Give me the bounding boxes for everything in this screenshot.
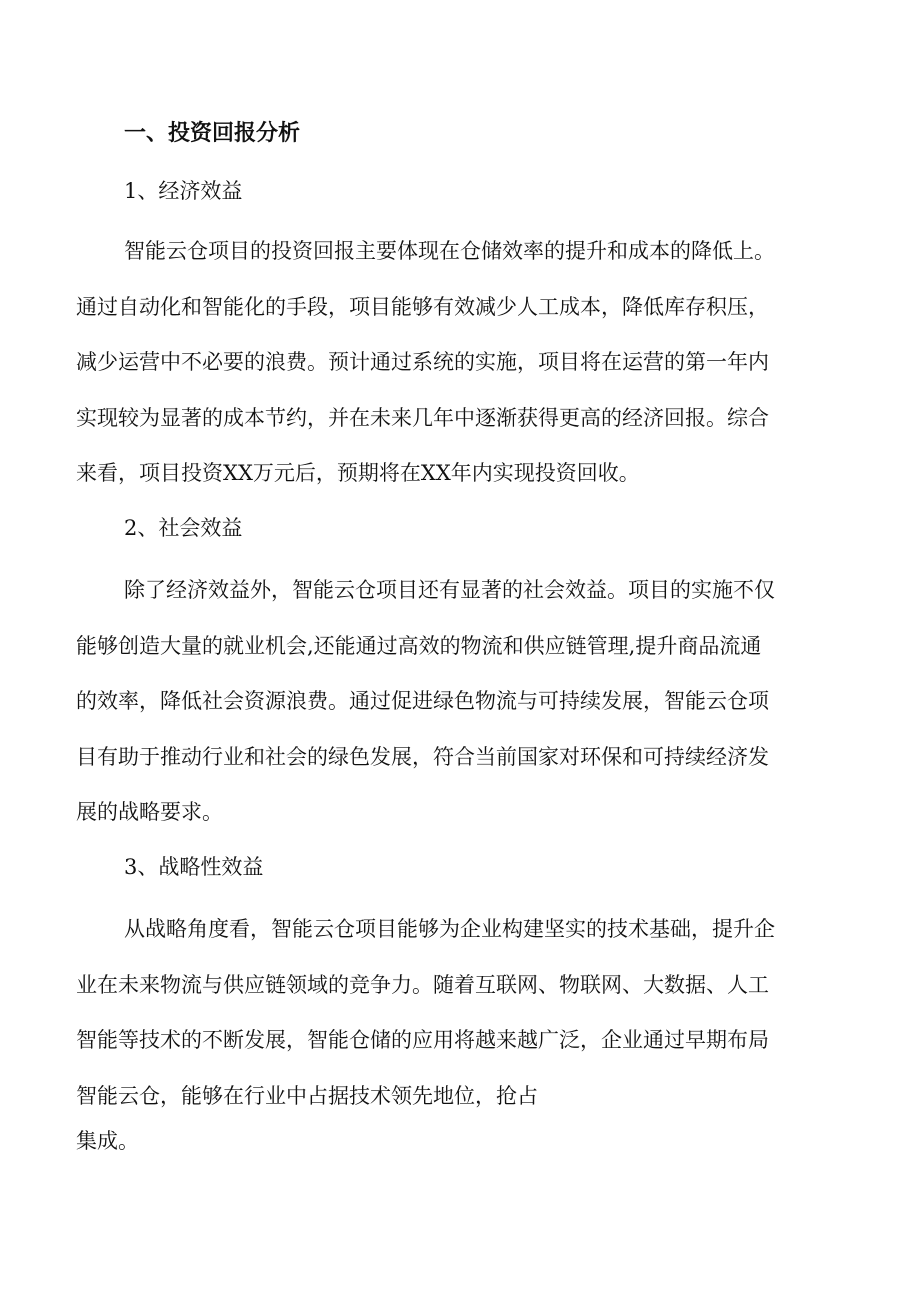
subheading-economic-benefits: 1、经济效益: [124, 179, 243, 203]
paragraph-line: 智能等技术的不断发展，智能仓储的应用将越来越广泛，企业通过早期布局: [76, 1028, 769, 1052]
paragraph-line: 通过自动化和智能化的手段，项目能够有效减少人工成本，降低库存积压，: [76, 294, 769, 319]
paragraph-line: 从战略角度看，智能云仓项目能够为企业构建坚实的技术基础，提升企: [124, 917, 775, 941]
paragraph-line: 减少运营中不必要的浪费。预计通过系统的实施，项目将在运营的第一年内: [76, 350, 769, 374]
paragraph-line: 展的战略要求。: [76, 800, 223, 824]
subheading-social-benefits: 2、社会效益: [124, 516, 243, 540]
paragraph-line: 实现较为显著的成本节约，并在未来几年中逐渐获得更高的经济回报。综合: [76, 405, 769, 430]
paragraph-line: 智能云仓，能够在行业中占据技术领先地位，抢占: [76, 1083, 538, 1108]
paragraph-economic-benefits: [76, 224, 856, 502]
paragraph-line: 能够创造大量的就业机会,还能通过高效的物流和供应链管理,提升商品流通: [76, 633, 762, 658]
paragraph-line: 除了经济效益外，智能云仓项目还有显著的社会效益。项目的实施不仅: [124, 578, 775, 602]
paragraph-strategic-benefits: [76, 902, 856, 1170]
paragraph-line: 智能云仓项目的投资回报主要体现在仓储效率的提升和成本的降低上。: [124, 239, 775, 263]
paragraph-line: 的效率，降低社会资源浪费。通过促进绿色物流与可持续发展，智能云仓项: [76, 689, 769, 713]
paragraph-line: 来看，项目投资XX万元后，预期将在XX年内实现投资回收。: [76, 461, 640, 485]
paragraph-line: 目有助于推动行业和社会的绿色发展，符合当前国家对环保和可持续经济发: [76, 744, 769, 769]
subheading-strategic-benefits: 3、战略性效益: [124, 855, 264, 879]
paragraph-social-benefits: [76, 563, 856, 841]
paragraph-line: 集成。: [76, 1129, 139, 1153]
section-title: 一、投资回报分析: [124, 120, 301, 146]
paragraph-line: 业在未来物流与供应链领域的竞争力。随着互联网、物联网、大数据、人工: [76, 972, 769, 997]
